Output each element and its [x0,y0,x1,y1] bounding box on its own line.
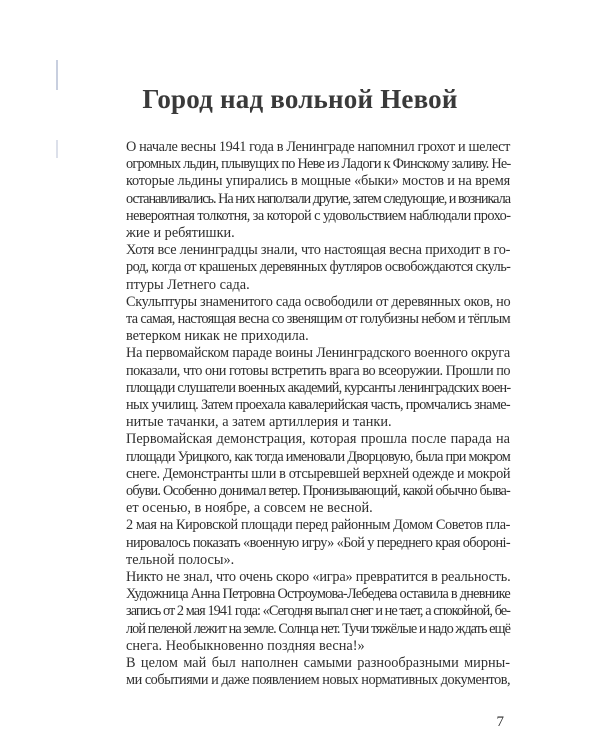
page-number: 7 [496,714,504,730]
paragraph [108,586,510,655]
text-line: которые льдины упирались в мощные «быки» мостов и на время [126,173,510,190]
text-line: Художница Анна Петровна Остроумова-Лебедева оставила в дневнике [126,586,511,603]
binding-mark [56,140,58,158]
text-line: 2 мая на Кировской площади перед районным Домом Советов пла- [126,517,510,534]
text-line: снеге. Демонстранты шли в отсыревшей верхней одежде и мокрой [126,465,511,482]
text-line: ми событиями и даже появлением новых нормативных документов, [126,672,511,689]
text-line: Скульптуры знаменитого сада освободили от деревянных оков, но [126,293,511,310]
text-line: площади слушатели военных академий, курсанты ленинградских воен- [126,379,511,396]
paragraph [108,431,510,517]
paragraph [108,569,510,586]
text-line: Первомайская демонстрация, которая прошла после парада на [126,431,510,448]
text-line: нитые тачанки, а затем артиллерия и танки. [126,414,392,431]
text-line: показали, что они готовы встретить врага во всеоружии. Прошли по [126,362,510,379]
text-line: ных училищ. Затем проехала кавалерийская часть, промчались знаме- [126,397,510,414]
body-text [108,139,510,690]
paragraph [108,345,510,431]
text-line: невероятная толкотня, за которой с удовольствием наблюдали прохо- [126,207,511,224]
paragraph [108,294,510,346]
text-line: огромных льдин, плывущих по Неве из Ладоги к Финскому заливу. Не- [126,156,511,173]
text-line: род, когда от крашеных деревянных футляров освобождаются скуль- [126,259,511,276]
text-line: В целом май был наполнен самыми разнообразными мирны- [126,655,510,672]
text-line: снега. Необыкновенно поздняя весна!» [126,637,365,654]
paragraph [108,242,510,294]
chapter-title: Город над вольной Невой [142,84,458,114]
text-line: ет осенью, в ноябре, а совсем не весной. [126,500,373,517]
text-line: лой пеленой лежит на земле. Солнца нет. Тучи тяжёлые и надо ждать ещё [126,620,510,637]
text-line: та самая, настоящая весна со звенящим от голубизны небом и тёплым [126,311,510,328]
text-line: тельной полосы». [126,551,235,568]
text-line: птуры Летнего сада. [126,276,250,293]
text-line: останавливались. На них наползали другие, затем следующие, и возникала [126,190,510,207]
text-line: О начале весны 1941 года в Ленинграде напомнил грохот и шелест [126,139,510,155]
paragraph [108,517,510,569]
text-line: Хотя все ленинградцы знали, что настоящая весна приходит в го- [126,242,511,259]
text-line: ветерком никак не приходила. [126,328,309,345]
text-line: жие и ребятишки. [126,225,235,242]
text-line: обуви. Особенно донимал ветер. Пронизывающий, какой обычно быва- [126,483,510,500]
paragraph [108,655,510,689]
text-line: На первомайском параде воины Ленинградского военного округа [126,345,510,362]
text-line: нировалось показать «военную игру» «Бой у переднего края обороні- [126,534,510,551]
text-line: Никто не знал, что очень скоро «игра» превратится в реальность. [126,569,511,586]
text-line: площади Урицкого, как тогда именовали Дворцовую, была при мокром [126,448,510,465]
text-line: запись от 2 мая 1941 года: «Сегодня выпал снег и не тает, а спокойной, бе- [126,603,510,620]
paragraph [108,139,510,242]
